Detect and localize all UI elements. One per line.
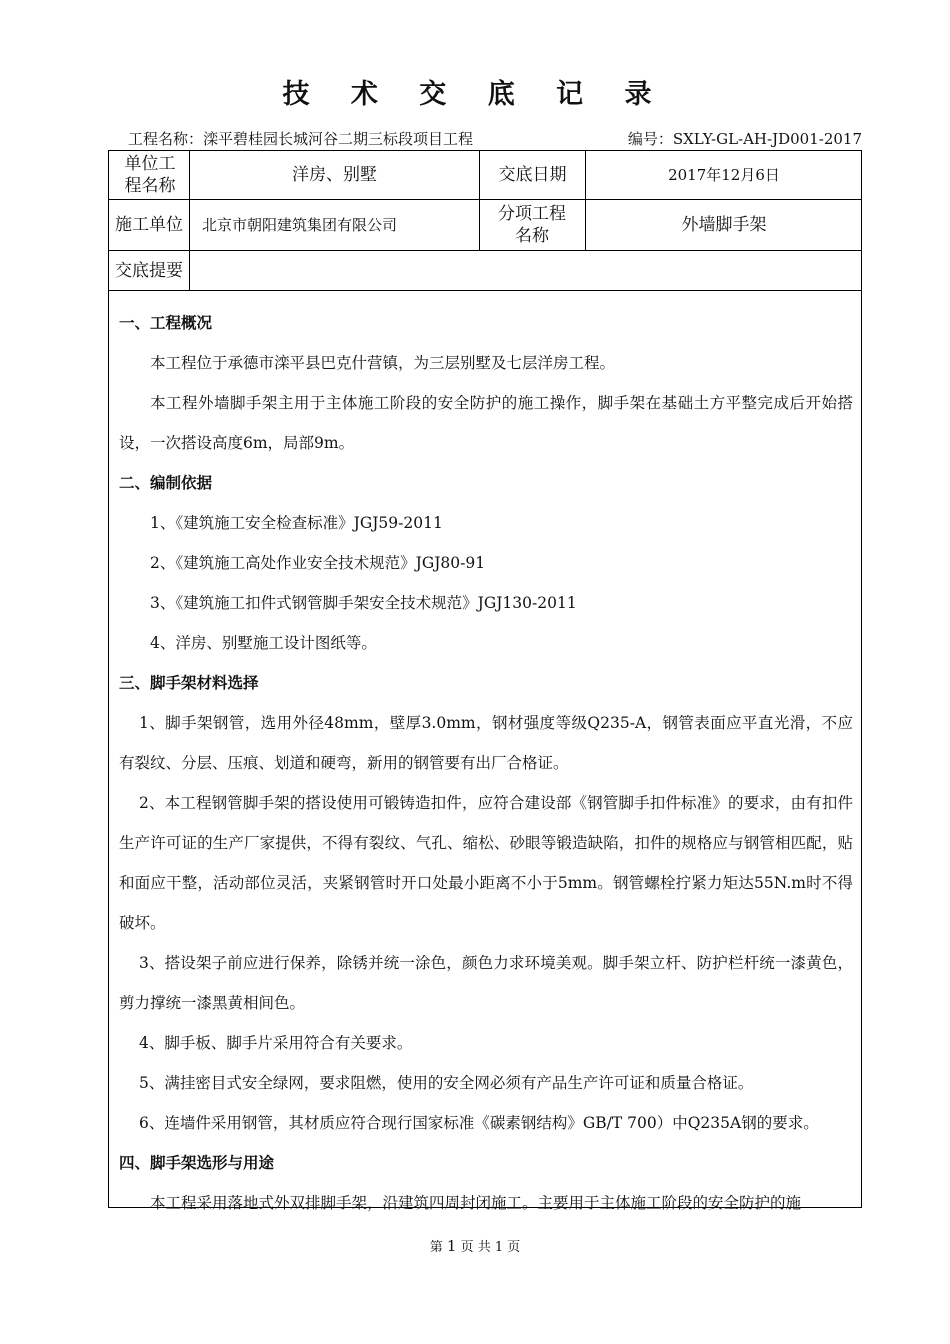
paragraph: 1、脚手架钢管，选用外径48mm，壁厚3.0mm，钢材强度等级Q235-A，钢管表面应平直光滑，不应有裂纹、分层、压痕、划道和硬弯，新用的钢管要有出厂合格证。 xyxy=(119,714,853,772)
list-item: 2、《建筑施工高处作业安全技术规范》JGJ80-91 xyxy=(150,554,486,572)
page-footer xyxy=(0,1236,950,1255)
section-heading: 三、脚手架材料选择 xyxy=(119,674,259,692)
paragraph: 5、满挂密目式安全绿网，要求阻燃，使用的安全网必须有产品生产许可证和质量合格证。 xyxy=(139,1074,754,1092)
footer-prefix: 第 xyxy=(429,1240,443,1255)
item-value: 外墙脚手架 xyxy=(681,215,767,235)
contractor-label: 施工单位 xyxy=(115,215,183,235)
paragraph: 本工程外墙脚手架主用于主体施工阶段的安全防护的施工操作，脚手架在基础土方平整完成后开始搭设，一次搭设高度6m，局部9m。 xyxy=(119,394,853,452)
row-divider xyxy=(109,290,861,291)
total-pages: 1 xyxy=(494,1240,504,1255)
document-meta xyxy=(128,128,862,150)
section-heading: 一、工程概况 xyxy=(119,314,213,332)
document-code: 编号：SXLY-GL-AH-JD001-2017 xyxy=(627,130,862,148)
unit-label: 单位工程名称 xyxy=(124,154,176,196)
footer-middle: 页 共 xyxy=(460,1240,491,1255)
list-item: 4、洋房、别墅施工设计图纸等。 xyxy=(150,634,377,652)
paragraph: 6、连墙件采用钢管，其材质应符合现行国家标准《碳素钢结构》GB/T 700）中Q235A钢的要求。 xyxy=(139,1114,819,1132)
record-table xyxy=(108,150,862,1212)
project-name: 工程名称：滦平碧桂园长城河谷二期三标段项目工程 xyxy=(128,130,474,148)
date-value: 2017年12月6日 xyxy=(668,166,780,184)
date-label: 交底日期 xyxy=(498,165,567,185)
record-body xyxy=(119,303,853,1223)
summary-value xyxy=(190,251,862,290)
paragraph: 本工程位于承德市滦平县巴克什营镇，为三层别墅及七层洋房工程。 xyxy=(150,354,616,372)
document-title: 技 术 交 底 记 录 xyxy=(282,79,668,110)
paragraph: 4、脚手板、脚手片采用符合有关要求。 xyxy=(139,1034,413,1052)
list-item: 3、《建筑施工扣件式钢管脚手架安全技术规范》JGJ130-2011 xyxy=(150,594,577,612)
section-heading: 二、编制依据 xyxy=(119,474,213,492)
footer-suffix: 页 xyxy=(507,1240,521,1255)
list-item: 1、《建筑施工安全检查标准》JGJ59-2011 xyxy=(150,514,443,532)
paragraph: 3、搭设架子前应进行保养，除锈并统一涂色，颜色力求环境美观。脚手架立杆、防护栏杆统一漆黄色，剪力撑统一漆黑黄相间色。 xyxy=(119,954,853,1012)
contractor-value: 北京市朝阳建筑集团有限公司 xyxy=(202,216,398,234)
summary-label: 交底提要 xyxy=(115,260,183,281)
unit-value: 洋房、别墅 xyxy=(292,165,377,185)
current-page: 1 xyxy=(446,1237,457,1255)
paragraph: 本工程采用落地式外双排脚手架，沿建筑四周封闭施工。主要用于主体施工阶段的安全防护的施 xyxy=(150,1194,802,1212)
section-heading: 四、脚手架选形与用途 xyxy=(119,1154,275,1172)
paragraph: 2、本工程钢管脚手架的搭设使用可锻铸造扣件，应符合建设部《钢管脚手扣件标准》的要求，由有扣件生产许可证的生产厂家提供，不得有裂纹、气孔、缩松、砂眼等锻造缺陷，扣件的规格应与钢管相匹配，贴和面应干整，活动部位灵活，夹紧钢管时开口处最小距离不小于5mm。钢管螺栓拧紧力矩达55N.m时不得破坏。 xyxy=(119,794,853,932)
item-label: 分项工程名称 xyxy=(498,204,566,246)
